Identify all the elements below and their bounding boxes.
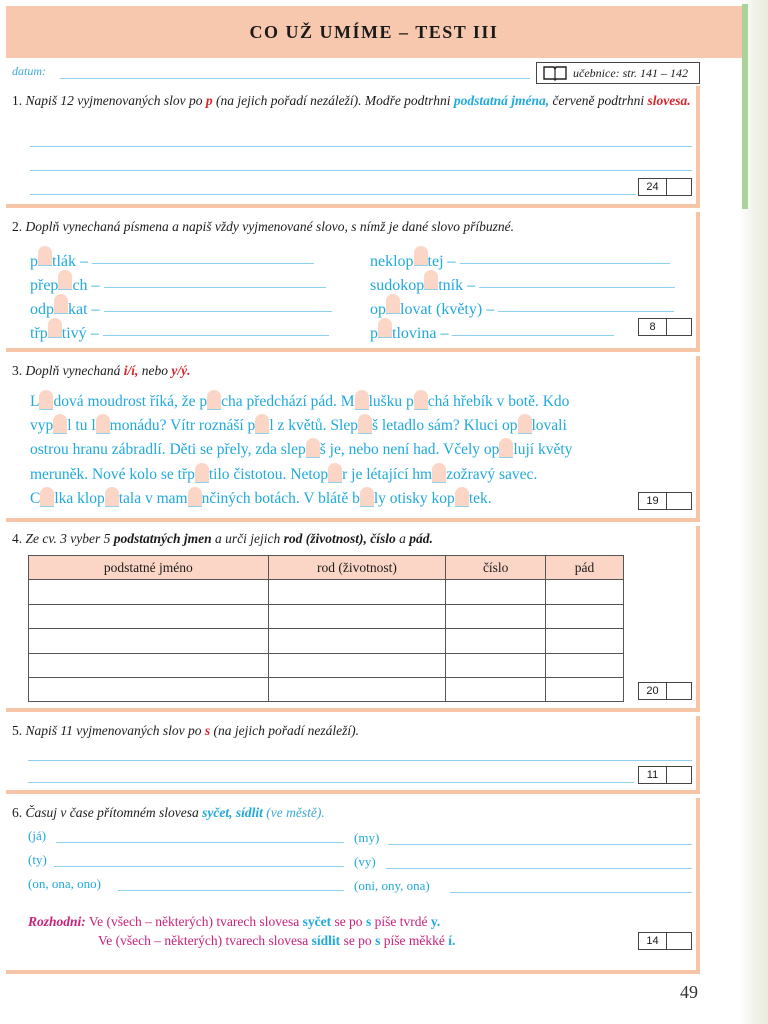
- green-tab-strip: [742, 4, 748, 209]
- text-line: [30, 438, 690, 462]
- col-header: číslo: [446, 556, 546, 580]
- fill-word[interactable]: neklop tej –: [370, 246, 670, 271]
- fill-word[interactable]: p tlák –: [30, 246, 314, 271]
- letter-gap[interactable]: [39, 390, 53, 410]
- text-fragment: tek.: [468, 489, 492, 507]
- text-fragment: lovali: [531, 417, 567, 435]
- fill-word[interactable]: přep ch –: [30, 270, 326, 295]
- text-fragment: cha předchází pád. M: [221, 393, 355, 410]
- exercise-5-instructions: 5. Napiš 11 vyjmenovaných slov po s (na jejich pořadí nezáleží).: [12, 723, 359, 738]
- table-row: [29, 677, 624, 701]
- text-fragment: C: [30, 489, 41, 507]
- letter-gap[interactable]: [255, 414, 269, 434]
- conj-label: (my): [354, 830, 380, 845]
- table-cell[interactable]: [268, 677, 446, 701]
- table-cell[interactable]: [546, 653, 624, 677]
- letter-gap[interactable]: [328, 463, 342, 483]
- answer-line[interactable]: [386, 868, 692, 869]
- text-fragment: chá hřebík v botě. Kdo: [427, 393, 570, 410]
- table-cell[interactable]: [546, 677, 624, 701]
- textbook-reference: [536, 62, 700, 84]
- table-header-row: [29, 556, 624, 580]
- exercise-2: [6, 212, 700, 352]
- conj-label: (oni, ony, ona): [354, 878, 430, 893]
- text-fragment: tilo čistotou. Netop: [208, 465, 329, 483]
- table-cell[interactable]: [546, 604, 624, 628]
- text-fragment: lka klop: [54, 489, 105, 507]
- table-cell[interactable]: [446, 653, 546, 677]
- letter-gap[interactable]: [518, 414, 532, 434]
- answer-line[interactable]: [118, 890, 344, 891]
- decide-line-2: Ve (všech – některých) tvarech slovesa sídlit se po s píše měkké í.: [98, 933, 456, 948]
- fill-word[interactable]: třp tivý –: [30, 318, 329, 343]
- letter-gap[interactable]: [414, 390, 428, 410]
- text-fragment: nčiných botách. V blátě b: [201, 489, 360, 507]
- decide-line-1: Rozhodni: Ve (všech – některých) tvarech slovesa syčet se po s píše tvrdé y.: [28, 914, 441, 929]
- exercise-3-instructions: 3. Doplň vynechaná i/í, nebo y/ý.: [12, 363, 191, 378]
- table-cell[interactable]: [29, 580, 269, 604]
- text-fragment: ostrou hranu zábradlí. Děti se přely, zda slep: [30, 441, 306, 459]
- exercise-6-instructions: 6. Časuj v čase přítomném slovesa syčet, sídlit (ve městě).: [12, 805, 325, 820]
- text-fragment: l tu l: [67, 417, 96, 435]
- text-line: [30, 414, 690, 438]
- letter-gap[interactable]: [105, 487, 119, 507]
- score-box[interactable]: 11: [638, 766, 692, 784]
- exercise-4-instructions: 4. Ze cv. 3 vyber 5 podstatných jmen a urči jejich rod (životnost), číslo a pád.: [12, 531, 433, 546]
- table-row: [29, 580, 624, 604]
- text-fragment: zožravý savec.: [446, 465, 538, 483]
- table-cell[interactable]: [446, 629, 546, 653]
- answer-line[interactable]: [28, 782, 634, 783]
- text-fragment: L: [30, 393, 40, 410]
- book-icon: [543, 65, 567, 81]
- score-box[interactable]: 19: [638, 492, 692, 510]
- letter-gap[interactable]: [53, 414, 67, 434]
- col-header: pád: [546, 556, 624, 580]
- text-fragment: ly otisky kop: [373, 489, 455, 507]
- table-cell[interactable]: [268, 629, 446, 653]
- text-fragment: tala v mam: [118, 489, 188, 507]
- text-line: [30, 390, 690, 414]
- table-row: [29, 653, 624, 677]
- exercise-2-instructions: 2. Doplň vynechaná písmena a napiš vždy vyjmenované slovo, s nímž je dané slovo příbuzné.: [12, 219, 515, 234]
- letter-gap[interactable]: [96, 414, 110, 434]
- text-line: [30, 463, 690, 487]
- noun-analysis-table: [28, 555, 624, 702]
- title-bar: [6, 6, 742, 58]
- text-fragment: š letadlo sám? Kluci op: [372, 417, 518, 435]
- answer-line[interactable]: [54, 866, 344, 867]
- answer-line[interactable]: [388, 844, 692, 845]
- answer-line[interactable]: [30, 194, 636, 195]
- letter-gap[interactable]: [207, 390, 221, 410]
- text-fragment: r je létající hm: [342, 465, 433, 483]
- exercise-1: [6, 86, 700, 208]
- score-box[interactable]: 8: [638, 318, 692, 336]
- table-cell[interactable]: [546, 629, 624, 653]
- exercise-1-instructions: 1. Napiš 12 vyjmenovaných slov po p (na jejich pořadí nezáleží). Modře podtrhni podstatná jména, červeně podtrhni slovesa.: [12, 93, 691, 108]
- table-cell[interactable]: [446, 604, 546, 628]
- textbook-pages: učebnice: str. 141 – 142: [573, 65, 688, 80]
- table-cell[interactable]: [29, 629, 269, 653]
- letter-gap[interactable]: [358, 414, 372, 434]
- letter-gap[interactable]: [188, 487, 202, 507]
- fill-word[interactable]: odp kat –: [30, 294, 332, 319]
- letter-gap[interactable]: [306, 438, 320, 458]
- answer-line[interactable]: [30, 170, 692, 171]
- text-fragment: š je, nebo není had. Včely op: [319, 441, 500, 459]
- decide-task: [28, 912, 455, 950]
- table-cell[interactable]: [29, 604, 269, 628]
- table-cell[interactable]: [29, 653, 269, 677]
- date-label: datum:: [12, 64, 46, 78]
- fill-word[interactable]: sudokop tník –: [370, 270, 675, 295]
- table-cell[interactable]: [546, 580, 624, 604]
- text-fragment: meruněk. Nové kolo se třp: [30, 465, 195, 483]
- exercise-5: [6, 716, 700, 794]
- conj-label: (já): [28, 828, 47, 843]
- text-line: [30, 487, 690, 511]
- table-row: [29, 629, 624, 653]
- conj-label: (on, ona, ono): [28, 876, 101, 891]
- table-cell[interactable]: [268, 604, 446, 628]
- text-fragment: monádu? Vítr roznáší p: [109, 417, 256, 435]
- col-header: rod (životnost): [268, 556, 446, 580]
- page-number: 49: [680, 982, 698, 1002]
- text-fragment: l z květů. Slep: [269, 417, 358, 435]
- page-title: CO UŽ UMÍME – TEST III: [249, 21, 499, 42]
- text-fragment: lují květy: [513, 441, 573, 459]
- exercise-3-text: [30, 390, 690, 511]
- table-cell[interactable]: [268, 653, 446, 677]
- text-fragment: dová moudrost říká, že p: [53, 393, 208, 410]
- letter-gap[interactable]: [355, 390, 369, 410]
- answer-line[interactable]: [56, 842, 344, 843]
- table-row: [29, 604, 624, 628]
- table-cell[interactable]: [446, 677, 546, 701]
- date-line[interactable]: [60, 78, 530, 79]
- table-cell[interactable]: [268, 580, 446, 604]
- table-cell[interactable]: [29, 677, 269, 701]
- fill-word[interactable]: op lovat (květy) –: [370, 294, 674, 319]
- letter-gap[interactable]: [432, 463, 446, 483]
- letter-gap[interactable]: [360, 487, 374, 507]
- col-header: podstatné jméno: [29, 556, 269, 580]
- text-fragment: lušku p: [368, 393, 414, 410]
- conj-label: (ty): [28, 852, 47, 867]
- table-cell[interactable]: [446, 580, 546, 604]
- conj-label: (vy): [354, 854, 376, 869]
- score-box[interactable]: 20: [638, 682, 692, 700]
- score-box[interactable]: 24: [638, 178, 692, 196]
- letter-gap[interactable]: [195, 463, 209, 483]
- fill-word[interactable]: p tlovina –: [370, 318, 614, 343]
- letter-gap[interactable]: [455, 487, 469, 507]
- text-fragment: vyp: [30, 417, 54, 435]
- answer-line[interactable]: [28, 760, 692, 761]
- score-box[interactable]: 14: [638, 932, 692, 950]
- letter-gap[interactable]: [499, 438, 513, 458]
- answer-line[interactable]: [450, 892, 692, 893]
- letter-gap[interactable]: [40, 487, 54, 507]
- answer-line[interactable]: [30, 146, 692, 147]
